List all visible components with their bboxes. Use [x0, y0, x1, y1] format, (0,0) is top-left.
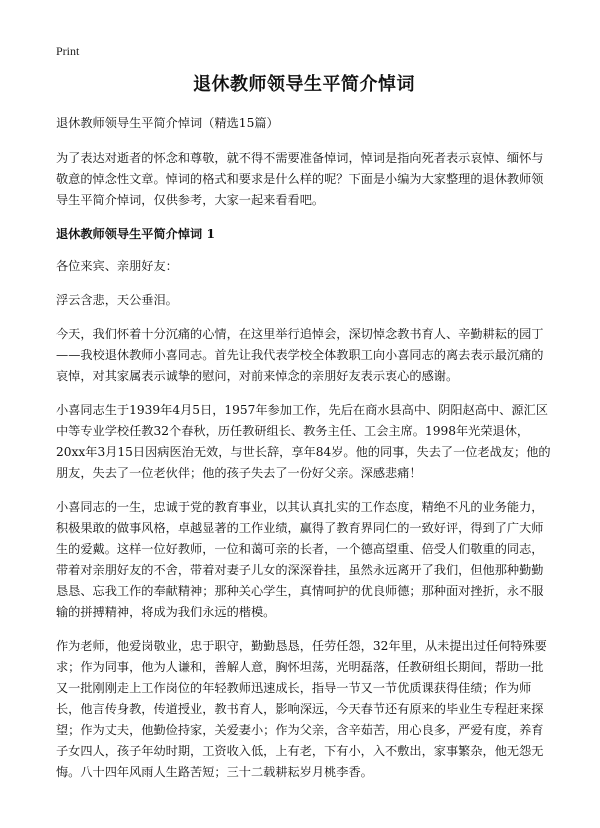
print-link[interactable]: Print: [56, 44, 80, 58]
opening-line-paragraph: 浮云含悲，天公垂泪。: [56, 293, 178, 307]
document-body: [56, 70, 552, 796]
section-heading: 退休教师领导生平简介悼词 1: [56, 227, 215, 241]
page-title: 退休教师领导生平简介悼词: [193, 74, 415, 95]
body-paragraph: 作为老师，他爱岗敬业，忠于职守，勤勤恳恳，任劳任怨，32年里，从未提出过任何特殊要求；作为同事，他为人谦和，善解人意，胸怀坦荡，光明磊落，任教研组长期间，帮助一批又一批刚刚走上工作岗位的年轻教师迅速成长，指导一节又一节优质课获得佳绩；作为师长，他言传身教，传道授业，教书育人，影响深远，今天春节还有原来的毕业生专程赶来探望；作为丈夫，他勤俭持家，关爱妻小；作为父亲，含辛茹苦，用心良多，严爱有度，养育子女四人，孩子年幼时期，工资收入低，上有老，下有小，入不敷出，家事繁杂，他无怨无悔。八十四年风雨人生路苦短；三十二载耕耘岁月桃李香。: [56, 639, 547, 779]
greeting-paragraph: 各位来宾、亲朋好友：: [56, 259, 178, 273]
body-paragraph: 小喜同志的一生，忠诚于党的教育事业，以其认真扎实的工作态度，精绝不凡的业务能力，积极果敢的做事风格，卓越显著的工作业绩，赢得了教育界同仁的一致好评，得到了广大师生的爱戴。这样一位好教师，一位和蔼可亲的长者，一个德高望重、倍受人们敬重的同志，带着对亲朋好友的不舍，带着对妻子儿女的深深眷挂，虽然永远离开了我们，但他那种勤勤恳恳、忘我工作的奉献精神；那种关心学生，真情呵护的优良师德；那种面对挫折，永不服输的拼搏精神，将成为我们永远的楷模。: [56, 500, 544, 619]
intro-paragraph: 为了表达对逝者的怀念和尊敬，就不得不需要准备悼词，悼词是指向死者表示哀悼、缅怀与敬意的悼念性文章。悼词的格式和要求是什么样的呢？下面是小编为大家整理的退休教师领导生平简介悼词，仅供参考，大家一起来看看吧。: [56, 151, 544, 207]
body-paragraph: 今天，我们怀着十分沉痛的心情，在这里举行追悼会，深切悼念教书育人、辛勤耕耘的园丁——我校退休教师小喜同志。首先让我代表学校全体教职工向小喜同志的离去表示最沉痛的哀悼，对其家属表示诚挚的慰问，对前来悼念的亲朋好友表示衷心的感谢。: [56, 327, 544, 383]
subtitle: 退休教师领导生平简介悼词（精选15篇）: [56, 116, 279, 130]
body-paragraph: 小喜同志生于1939年4月5日，1957年参加工作，先后在商水县高中、阴阳赵高中、源汇区中等专业学校任教32个春秋，历任教研组长、教务主任、工会主席。1998年光荣退休，20xx年3月15日因病医治无效，与世长辞，享年84岁。他的同事，失去了一位老战友；他的朋友，失去了一位老伙伴；他的孩子失去了一份好父亲。深感悲痛！: [56, 403, 551, 480]
